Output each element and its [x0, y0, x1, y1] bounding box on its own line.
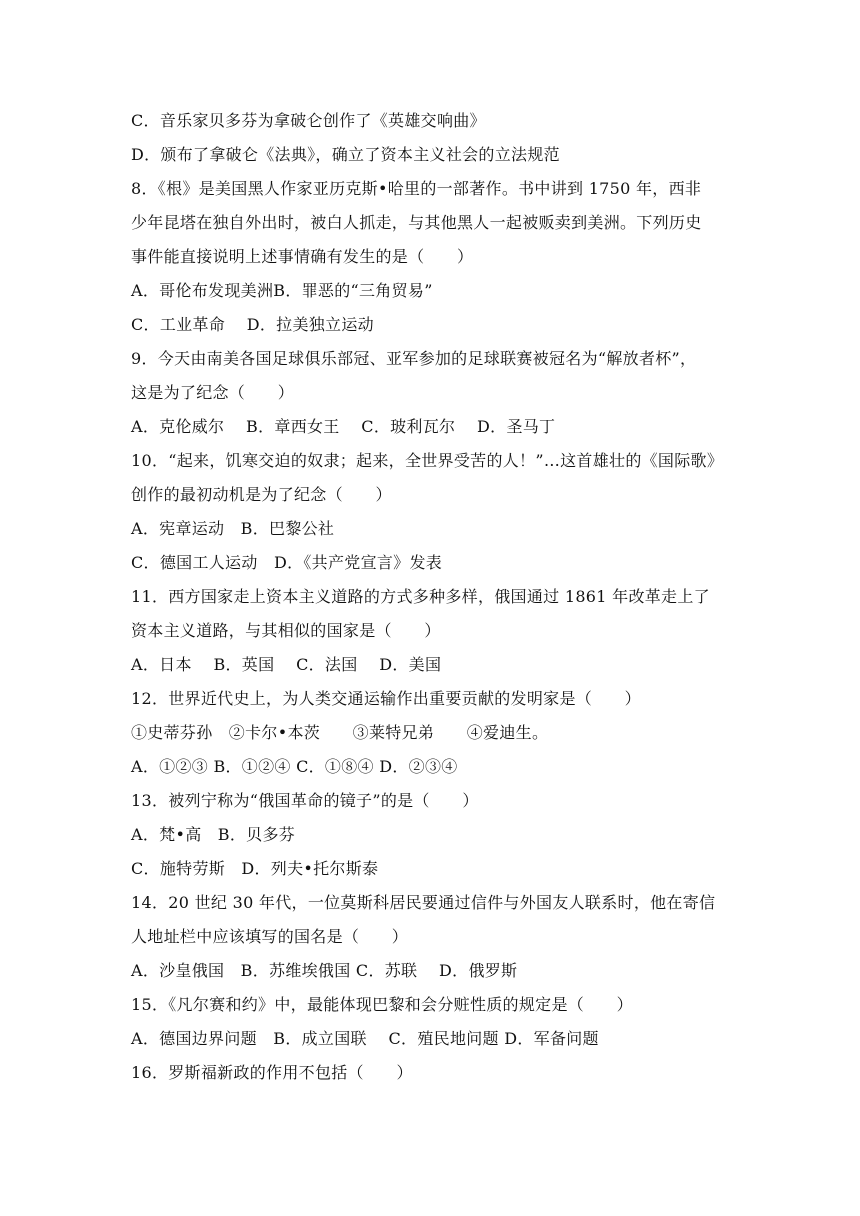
q14-stem-line-1: 14．20 世纪 30 年代，一位莫斯科居民要通过信件与外国友人联系时，他在寄信	[131, 893, 716, 912]
q13-options-ab: A．梵•高 B．贝多芬	[131, 825, 296, 844]
q8-stem-line-3: 事件能直接说明上述事情确有发生的是（ ）	[131, 247, 474, 266]
q10-options-cd: C．德国工人运动 D．《共产党宣言》发表	[131, 553, 443, 572]
q7-option-c: C．音乐家贝多芬为拿破仑创作了《英雄交响曲》	[131, 111, 486, 130]
q12-stem: 12．世界近代史上，为人类交通运输作出重要贡献的发明家是（ ）	[131, 689, 641, 708]
q14-options: A．沙皇俄国 B．苏维埃俄国 C．苏联 D．俄罗斯	[131, 961, 518, 980]
q9-stem-line-2: 这是为了纪念（ ）	[131, 383, 295, 402]
q15-options: A．德国边界问题 B．成立国联 C．殖民地问题 D．军备问题	[131, 1029, 599, 1048]
q8-stem-line-2: 少年昆塔在独自外出时，被白人抓走，与其他黑人一起被贩卖到美洲。下列历史	[131, 213, 702, 232]
q9-stem-line-1: 9．今天由南美各国足球俱乐部冠、亚军参加的足球联赛被冠名为“解放者杯”，	[131, 349, 697, 368]
q10-stem-line-1: 10．“起来，饥寒交迫的奴隶；起来，全世界受苦的人！”…这首雄壮的《国际歌》	[131, 451, 724, 470]
q9-options: A．克伦威尔 B．章西女王 C．玻利瓦尔 D．圣马丁	[131, 417, 556, 436]
q11-options: A．日本 B．英国 C．法国 D．美国	[131, 655, 442, 674]
q13-stem: 13．被列宁称为“俄国革命的镜子”的是（ ）	[131, 791, 479, 810]
q14-stem-line-2: 人地址栏中应该填写的国名是（ ）	[131, 927, 409, 946]
q15-stem: 15．《凡尔赛和约》中，最能体现巴黎和会分赃性质的规定是（ ）	[131, 995, 633, 1014]
q11-stem-line-2: 资本主义道路，与其相似的国家是（ ）	[131, 621, 441, 640]
q13-options-cd: C．施特劳斯 D．列夫•托尔斯泰	[131, 859, 379, 878]
q7-option-d: D．颁布了拿破仑《法典》，确立了资本主义社会的立法规范	[131, 145, 560, 164]
q11-stem-line-1: 11．西方国家走上资本主义道路的方式多种多样，俄国通过 1861 年改革走上了	[131, 587, 710, 606]
q12-choices-list: ①史蒂芬孙 ②卡尔•本茨 ③莱特兄弟 ④爱迪生。	[131, 723, 549, 742]
q8-options-cd: C．工业革命 D．拉美独立运动	[131, 315, 374, 334]
q12-options: A．①②③ B．①②④ C．①⑧④ D．②③④	[131, 757, 458, 776]
q10-options-ab: A．宪章运动 B．巴黎公社	[131, 519, 335, 538]
q8-stem-line-1: 8．《根》是美国黑人作家亚历克斯•哈里的一部著作。书中讲到 1750 年，西非	[131, 179, 702, 198]
q8-options-ab: A．哥伦布发现美洲B．罪恶的“三角贸易”	[131, 281, 433, 300]
q16-stem: 16．罗斯福新政的作用不包括（ ）	[131, 1063, 413, 1082]
q10-stem-line-2: 创作的最初动机是为了纪念（ ）	[131, 485, 392, 504]
